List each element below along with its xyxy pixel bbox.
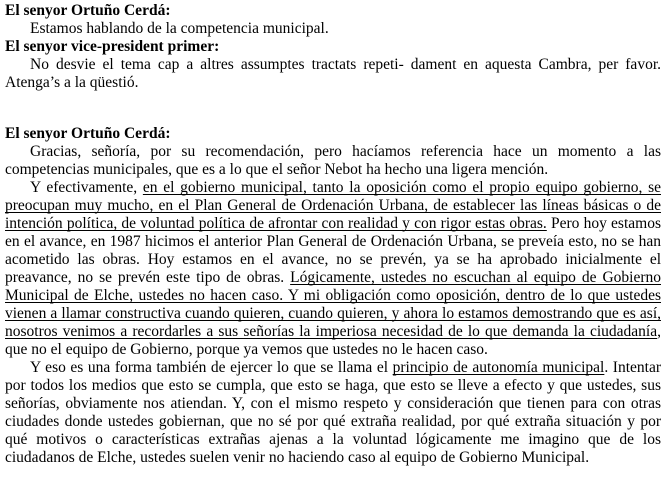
- speaker-heading-vice-president: El senyor vice-president primer:: [5, 38, 220, 55]
- speaker-heading-ortuno-cerda-1: El senyor Ortuño Cerdá:: [5, 2, 171, 19]
- underlined-speech-run: en el gobierno municipal, tanto la oposición como el propio equipo gobierno, se preocupan muy mucho, en el Plan General de Ordenación Urbana, de establecer las líneas básicas o de intención política, de voluntad política de afrontar con realidad y con rigor estas obras.: [5, 179, 661, 232]
- speech-run: Gracias, señoría, por su recomendación, pero hacíamos referencia hace un momento a las competencias municipales, que es a lo que el señor Nebot ha hecho una ligera mención.: [5, 143, 661, 178]
- speech-paragraph: [5, 179, 661, 359]
- speech-paragraph: [5, 20, 661, 38]
- speech-run: . Intentar por todos los medios que esto se cumpla, que esto se haga, que esto se lleve a efecto y que ustedes, sus señorías, obviamente nos atiendan. Y, con el mismo respeto y consideración que tienen para con otras ciudades donde ustedes gobiernan, que no sé por qué extraña realidad, por qué extraña situación y por qué motivos o características extrañas ajenas a la voluntad lógicamente me imagino que de los ciudadanos de Elche, ustedes suelen venir no haciendo caso al equipo de Gobierno Municipal.: [5, 359, 661, 466]
- speech-paragraph: [5, 359, 661, 467]
- speech-paragraph: [5, 143, 661, 179]
- speech-run: Estamos hablando de la competencia municipal.: [30, 20, 329, 37]
- speech-run: Pero hoy estamos en el avance, en 1987 hicimos el anterior Plan General de Ordenación Urbana, se preveía esto, no se han acometido las obras. Hoy estamos en el avance, no se prevén, ya se ha aprobado inicialmente el preavance, no se prevén este tipo de obras.: [5, 215, 661, 286]
- speaker-heading-ortuno-cerda-2: El senyor Ortuño Cerdá:: [5, 125, 171, 142]
- blank-gap: [5, 92, 661, 125]
- speech-run: Y efectivamente,: [30, 179, 143, 196]
- speech-run: No desvie el tema cap a altres assumptes tractats repeti- dament en aquesta Cambra, per favor. Atenga’s a la qüestió.: [5, 56, 661, 91]
- speech-run: Y eso es una forma también de ejercer lo que se llama el: [30, 359, 393, 376]
- underlined-speech-run: Lógicamente, ustedes no escuchan al equipo de Gobierno Municipal de Elche, ustedes no hacen caso. Y mi obligación como oposición, dentro de lo que ustedes vienen a llamar constructiva cuando quieren, cuando quieren, y ahora lo estamos demostrando que es así, nosotros venimos a recordarles a sus señorías la imperiosa necesidad de lo que demanda la ciudadanía: [5, 269, 661, 340]
- speech-run: , que no el equipo de Gobierno, porque ya vemos que ustedes no le hacen caso.: [5, 323, 661, 358]
- speech-paragraph: [5, 56, 661, 92]
- underlined-speech-run: principio de autonomía municipal: [392, 359, 605, 376]
